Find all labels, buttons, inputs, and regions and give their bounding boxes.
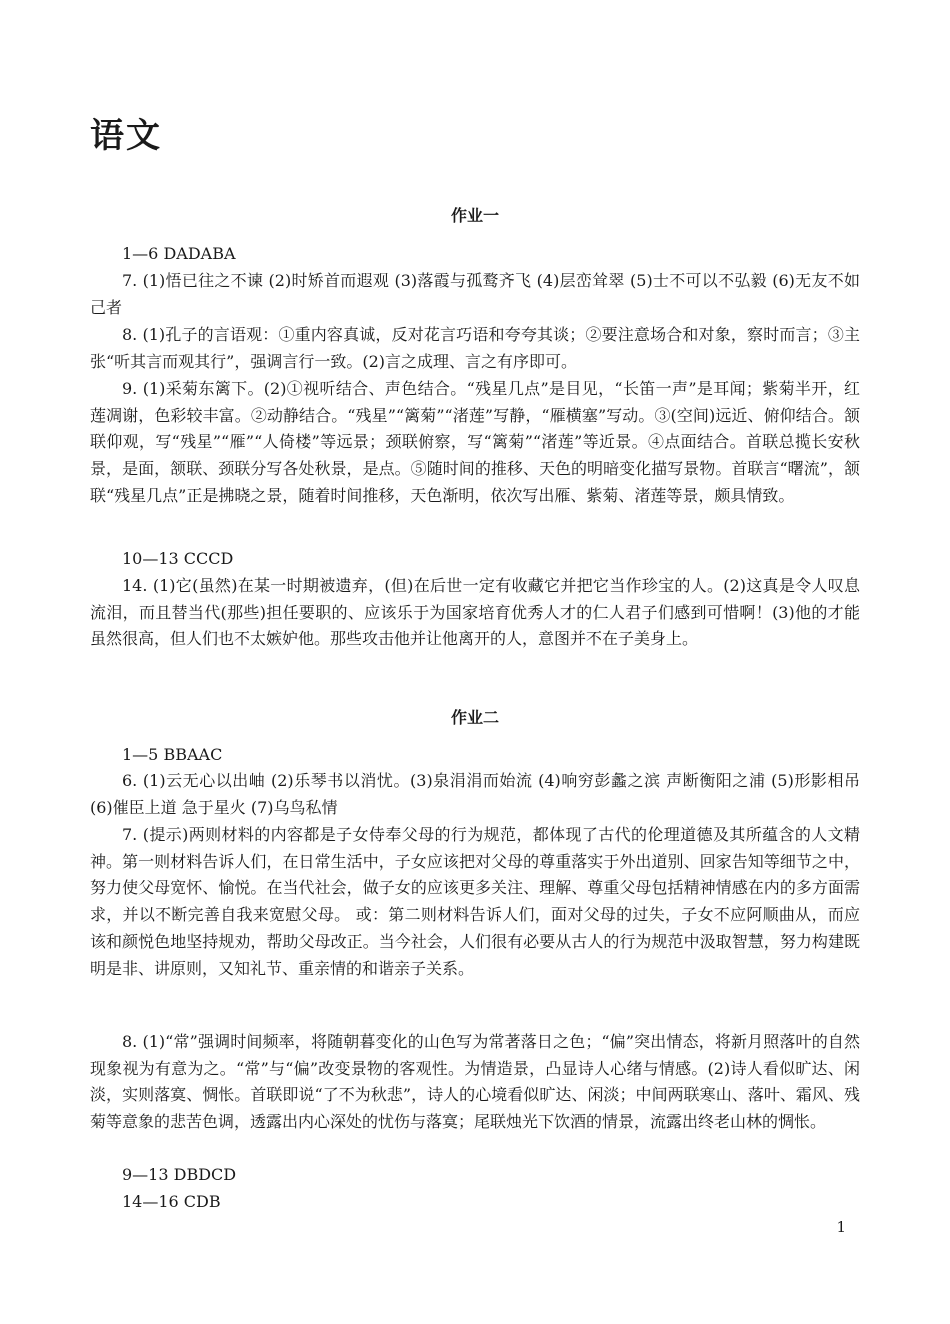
answer-line: 14—16 CDB [122,1192,221,1211]
answer-paragraph: 8. (1)“常”强调时间频率，将随朝暮变化的山色写为常著落日之色；“偏”突出情态，将新月照落叶的自然现象视为有意为之。“常”与“偏”改变景物的客观性。为情造景，凸显诗人心绪与情感。(2)诗人看似旷达、闲淡，实则落寞、惆怅。首联即说“了不为秋悲”，诗人的心境看似旷达、闲淡；中间两联寒山、落叶、霜风、残菊等意象的悲苦色调，透露出内心深处的忧伤与落寞；尾联烛光下饮酒的情景，流露出终老山林的惆怅。 [90,1032,860,1132]
answer-line: 9—13 DBDCD [122,1165,237,1184]
answer-line: 10—13 CCCD [122,549,234,568]
subject-title: 语文 [90,116,162,156]
answer-paragraph: 6. (1)云无心以出岫 (2)乐琴书以消忧。(3)泉涓涓而始流 (4)响穷彭蠡之滨 声断衡阳之浦 (5)形影相吊 (6)催臣上道 急于星火 (7)乌鸟私情 [90,771,860,817]
answer-paragraph: 7. (1)悟已往之不谏 (2)时矫首而遐观 (3)落霞与孤鹜齐飞 (4)层峦耸翠 (5)士不可以不弘毅 (6)无友不如己者 [90,271,860,317]
section-heading-assignment-1: 作业一 [450,206,499,225]
answer-paragraph: 14. (1)它(虽然)在某一时期被遗弃，(但)在后世一定有收藏它并把它当作珍宝的人。(2)这真是令人叹息流泪，而且替当代(那些)担任要职的、应该乐于为国家培育优秀人才的仁人君子们感到可惜啊！(3)他的才能虽然很高，但人们也不太嫉妒他。那些攻击他并让他离开的人，意图并不在子美身上。 [90,576,860,649]
page-number: 1 [836,1218,846,1236]
answer-line: 1—6 DADABA [122,244,236,263]
answer-paragraph: 9. (1)采菊东篱下。(2)①视听结合、声色结合。“残星几点”是目见，“长笛一声”是耳闻；紫菊半开，红莲凋谢，色彩较丰富。②动静结合。“残星”“篱菊”“渚莲”写静，“雁横塞”写动。③(空间)远近、俯仰结合。颔联仰观，写“残星”“雁”“人倚楼”等远景；颈联俯察，写“篱菊”“渚莲”等近景。④点面结合。首联总揽长安秋景，是面，颔联、颈联分写各处秋景，是点。⑤随时间的推移、天色的明暗变化描写景物。首联言“曙流”，颔联“残星几点”正是拂晓之景，随着时间推移，天色渐明，依次写出雁、紫菊、渚莲等景，颇具情致。 [90,379,860,505]
answer-line: 1—5 BBAAC [122,745,223,764]
section-heading-assignment-2: 作业二 [450,708,499,727]
answer-paragraph: 7. (提示)两则材料的内容都是子女侍奉父母的行为规范，都体现了古代的伦理道德及其所蕴含的人文精神。第一则材料告诉人们，在日常生活中，子女应该把对父母的尊重落实于外出道别、回家告知等细节之中，努力使父母宽怀、愉悦。在当代社会，做子女的应该更多关注、理解、尊重父母包括精神情感在内的多方面需求，并以不断完善自我来宽慰父母。 或：第二则材料告诉人们，面对父母的过失，子女不应阿顺曲从，而应该和颜悦色地坚持规劝，帮助父母改正。当今社会，人们很有必要从古人的行为规范中汲取智慧，努力构建既明是非、讲原则，又知礼节、重亲情的和谐亲子关系。 [90,825,860,978]
answer-paragraph: 8. (1)孔子的言语观：①重内容真诚，反对花言巧语和夸夸其谈；②要注意场合和对象，察时而言；③主张“听其言而观其行”，强调言行一致。(2)言之成理、言之有序即可。 [90,325,860,371]
